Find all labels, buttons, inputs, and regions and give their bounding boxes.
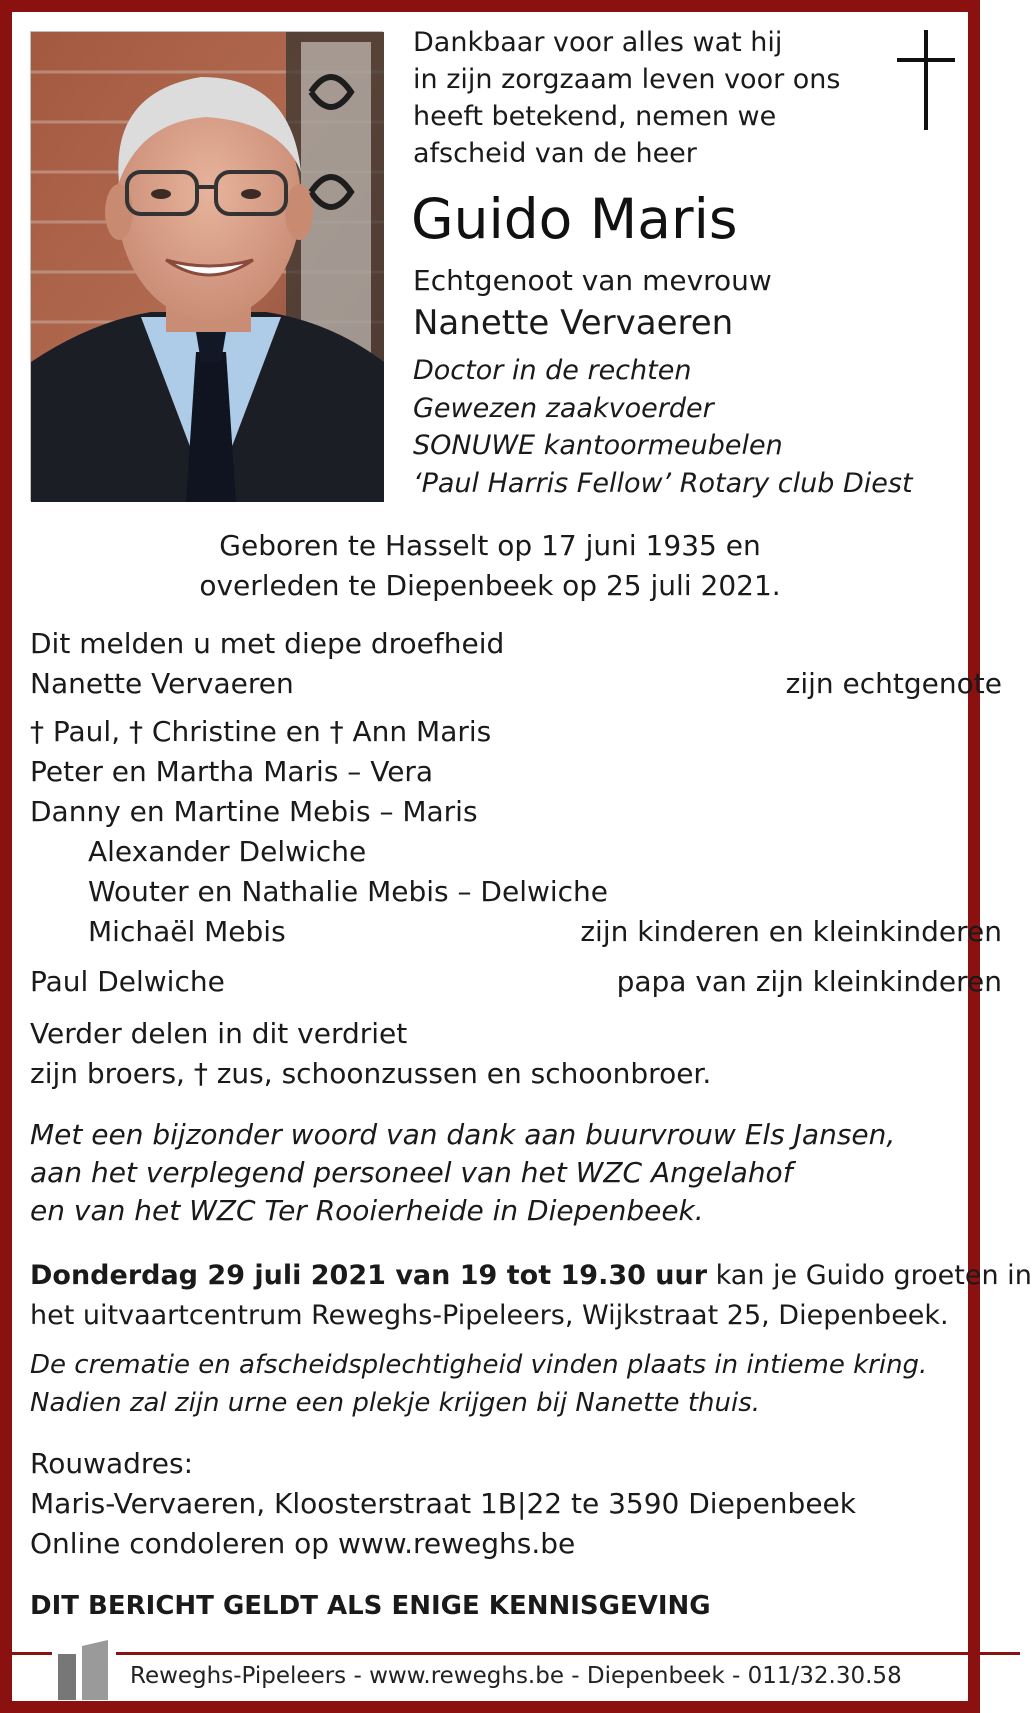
- children-list: [30, 712, 491, 832]
- death-line: overleden te Diepenbeek op 25 juli 2021.: [199, 569, 781, 602]
- title-line: Doctor in de rechten: [413, 355, 692, 386]
- visitation-line2: het uitvaartcentrum Reweghs-Pipeleers, Wijkstraat 25, Diepenbeek.: [30, 1300, 949, 1331]
- spouse-family-line: Nanette Vervaeren: [30, 667, 294, 700]
- intro-line: afscheid van de heer: [413, 138, 697, 169]
- birth-line: Geboren te Hasselt op 17 juni 1935 en: [219, 529, 761, 562]
- notice-text: DIT BERICHT GELDT ALS ENIGE KENNISGEVING: [30, 1591, 711, 1621]
- further-line: Verder delen in dit verdriet: [30, 1017, 408, 1050]
- thanks-line: aan het verplegend personeel van het WZC Angelahof: [30, 1156, 793, 1189]
- ceremony-line: De crematie en afscheidsplechtigheid vinden plaats in intieme kring.: [30, 1350, 928, 1380]
- address-heading: Rouwadres:: [30, 1447, 194, 1480]
- title-line: Gewezen zaakvoerder: [413, 392, 714, 424]
- visitation-rest: kan je Guido groeten in: [707, 1260, 1032, 1291]
- ceremony-line: Nadien zal zijn urne een plekje krijgen bij Nanette thuis.: [30, 1388, 761, 1418]
- grandchild-line: Michaël Mebis: [88, 915, 286, 948]
- child-line: Danny en Martine Mebis – Maris: [30, 795, 478, 828]
- spouse-intro: Echtgenoot van mevrouw: [413, 264, 772, 297]
- visitation-text: [30, 1256, 1032, 1336]
- grandchild-line: Alexander Delwiche: [88, 835, 367, 868]
- child-line: Peter en Martha Maris – Vera: [30, 755, 434, 788]
- title-line: SONUWE kantoormeubelen: [413, 430, 783, 461]
- grandchildren-list: [88, 832, 608, 952]
- thanks-text: [30, 1116, 895, 1230]
- thanks-line: en van het WZC Ter Rooierheide in Diepenbeek.: [30, 1194, 704, 1227]
- intro-line: Dankbaar voor alles wat hij: [413, 27, 783, 58]
- footer-rule: [116, 1652, 1020, 1655]
- address-line: Maris-Vervaeren, Kloosterstraat 1B|22 te 3590 Diepenbeek: [30, 1487, 856, 1520]
- grandchild-line: Wouter en Nathalie Mebis – Delwiche: [88, 875, 609, 908]
- birth-death-text: [0, 526, 980, 606]
- portrait-photo: [30, 31, 383, 501]
- cross-icon: [897, 30, 955, 130]
- footer-rule-left: [12, 1652, 52, 1655]
- visitation-date: Donderdag 29 juli 2021 van 19 tot 19.30 uur: [30, 1260, 708, 1291]
- paul-line: Paul Delwiche: [30, 965, 225, 998]
- children-role: zijn kinderen en kleinkinderen: [580, 915, 1002, 948]
- intro-line: heeft betekend, nemen we: [413, 101, 777, 132]
- condolence-line: Online condoleren op www.reweghs.be: [30, 1527, 576, 1560]
- ceremony-text: [30, 1346, 927, 1422]
- thanks-line: Met een bijzonder woord van dank aan buurvrouw Els Jansen,: [30, 1118, 896, 1151]
- deceased-name: Guido Maris: [411, 187, 738, 251]
- footer-text: Reweghs-Pipeleers - www.reweghs.be - Diepenbeek - 011/32.30.58: [130, 1663, 902, 1689]
- intro-line: in zijn zorgzaam leven voor ons: [413, 64, 841, 95]
- child-line: † Paul, † Christine en † Ann Maris: [30, 715, 492, 748]
- funeral-home-logo-icon: [56, 1640, 112, 1700]
- announce-line: Dit melden u met diepe droefheid: [30, 627, 505, 660]
- address-block: [30, 1444, 856, 1564]
- titles-list: [413, 352, 913, 502]
- intro-text: [413, 24, 840, 172]
- further-line: zijn broers, † zus, schoonzussen en schoonbroer.: [30, 1057, 712, 1090]
- spouse-role: zijn echtgenote: [785, 667, 1002, 700]
- title-line: ‘Paul Harris Fellow’ Rotary club Diest: [413, 467, 913, 499]
- spouse-name: Nanette Vervaeren: [413, 303, 734, 343]
- paul-role: papa van zijn kleinkinderen: [616, 965, 1002, 998]
- further-text: [30, 1014, 711, 1094]
